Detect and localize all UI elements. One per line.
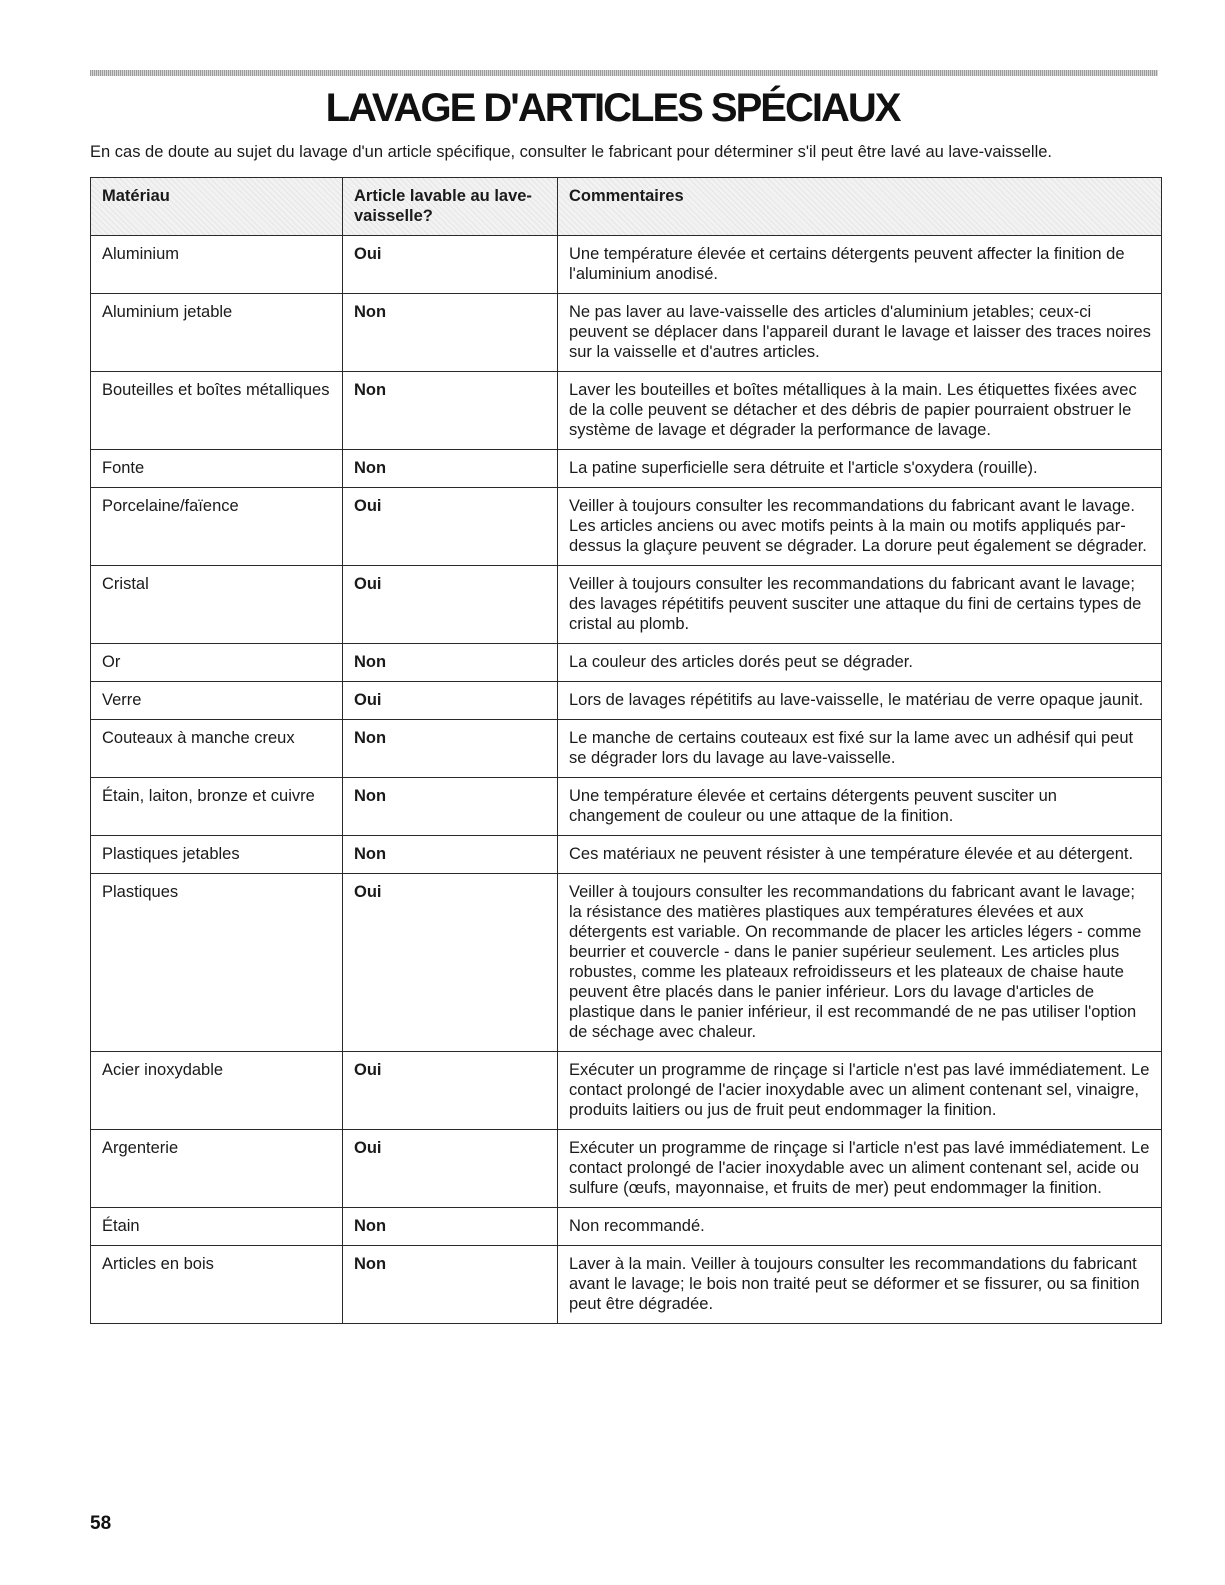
table-row [91, 450, 1162, 488]
material-cell: Cristal [91, 566, 343, 644]
header-comments: Commentaires [558, 178, 1162, 236]
material-cell: Plastiques jetables [91, 836, 343, 874]
washable-cell: Non [343, 372, 558, 450]
washable-cell: Oui [343, 1130, 558, 1208]
table-row [91, 644, 1162, 682]
header-washable: Article lavable au lave-vaisselle? [343, 178, 558, 236]
comments-cell: Exécuter un programme de rinçage si l'article n'est pas lavé immédiatement. Le contact prolongé de l'acier inoxydable avec un aliment contenant sel, vinaigre, produits laitiers ou jus de fruit peut endommager la finition. [558, 1052, 1162, 1130]
material-cell: Étain [91, 1208, 343, 1246]
material-cell: Couteaux à manche creux [91, 720, 343, 778]
page-title: LAVAGE D'ARTICLES SPÉCIAUX [325, 86, 900, 130]
table-row [91, 836, 1162, 874]
comments-cell: Ces matériaux ne peuvent résister à une température élevée et au détergent. [558, 836, 1162, 874]
table-header [91, 178, 1162, 236]
material-cell: Fonte [91, 450, 343, 488]
table-row [91, 1130, 1162, 1208]
washable-cell: Non [343, 778, 558, 836]
washable-cell: Non [343, 450, 558, 488]
table-row [91, 488, 1162, 566]
material-cell: Étain, laiton, bronze et cuivre [91, 778, 343, 836]
table-row [91, 1052, 1162, 1130]
comments-cell: Veiller à toujours consulter les recommandations du fabricant avant le lavage; la résistance des matières plastiques aux températures élevées et aux détergents est variable. On recommande de placer les articles légers - comme beurrier et couvercle - dans le panier supérieur seulement. Les articles plus robustes, comme les plateaux refroidisseurs et les plateaux de chaise haute peuvent être placés dans le panier inférieur. Lors du lavage d'articles de plastique dans le panier inférieur, il est recommandé de ne pas utiliser l'option de séchage avec chaleur. [558, 874, 1162, 1052]
comments-cell: Laver les bouteilles et boîtes métalliques à la main. Les étiquettes fixées avec de la colle peuvent se détacher et des débris de papier pourraient obstruer le système de lavage et dégrader la performance de lavage. [558, 372, 1162, 450]
comments-cell: La patine superficielle sera détruite et l'article s'oxydera (rouille). [558, 450, 1162, 488]
comments-cell: Le manche de certains couteaux est fixé sur la lame avec un adhésif qui peut se dégrader lors du lavage au lave-vaisselle. [558, 720, 1162, 778]
comments-cell: La couleur des articles dorés peut se dégrader. [558, 644, 1162, 682]
material-cell: Verre [91, 682, 343, 720]
comments-cell: Exécuter un programme de rinçage si l'article n'est pas lavé immédiatement. Le contact prolongé de l'acier inoxydable avec un aliment contenant sel, acide ou sulfure (œufs, mayonnaise, et fruits de mer) peut endommager la finition. [558, 1130, 1162, 1208]
header-row [91, 178, 1162, 236]
washable-cell: Oui [343, 488, 558, 566]
comments-cell: Une température élevée et certains détergents peuvent susciter un changement de couleur ou une attaque de la finition. [558, 778, 1162, 836]
washable-cell: Oui [343, 236, 558, 294]
washable-cell: Non [343, 1208, 558, 1246]
washable-cell: Non [343, 644, 558, 682]
material-cell: Bouteilles et boîtes métalliques [91, 372, 343, 450]
material-cell: Argenterie [91, 1130, 343, 1208]
comments-cell: Veiller à toujours consulter les recommandations du fabricant avant le lavage. Les articles anciens ou avec motifs peints à la main ou motifs appliqués par-dessus la glaçure peuvent se dégrader. La dorure peut également se dégrader. [558, 488, 1162, 566]
comments-cell: Non recommandé. [558, 1208, 1162, 1246]
washable-cell: Oui [343, 1052, 558, 1130]
header-material: Matériau [91, 178, 343, 236]
washable-cell: Non [343, 720, 558, 778]
table-row [91, 1208, 1162, 1246]
top-rule [90, 70, 1158, 76]
table-row [91, 372, 1162, 450]
material-cell: Plastiques [91, 874, 343, 1052]
table-body [91, 236, 1162, 1324]
washable-cell: Non [343, 294, 558, 372]
table-row [91, 566, 1162, 644]
washable-cell: Oui [343, 682, 558, 720]
material-cell: Porcelaine/faïence [91, 488, 343, 566]
material-cell: Aluminium jetable [91, 294, 343, 372]
comments-cell: Une température élevée et certains détergents peuvent affecter la finition de l'aluminium anodisé. [558, 236, 1162, 294]
table-row [91, 682, 1162, 720]
table-row [91, 236, 1162, 294]
table-row [91, 1246, 1162, 1324]
material-cell: Articles en bois [91, 1246, 343, 1324]
table-row [91, 720, 1162, 778]
table-row [91, 294, 1162, 372]
comments-cell: Ne pas laver au lave-vaisselle des articles d'aluminium jetables; ceux-ci peuvent se déplacer dans l'appareil durant le lavage et laisser des traces noires sur la vaisselle et d'autres articles. [558, 294, 1162, 372]
material-cell: Aluminium [91, 236, 343, 294]
comments-cell: Laver à la main. Veiller à toujours consulter les recommandations du fabricant avant le lavage; le bois non traité peut se déformer et se fissurer, ou sa finition peut être dégradée. [558, 1246, 1162, 1324]
materials-table [90, 177, 1162, 1324]
table-row [91, 874, 1162, 1052]
table-row [91, 778, 1162, 836]
page-number: 58 [90, 1513, 112, 1534]
material-cell: Acier inoxydable [91, 1052, 343, 1130]
comments-cell: Lors de lavages répétitifs au lave-vaisselle, le matériau de verre opaque jaunit. [558, 682, 1162, 720]
comments-cell: Veiller à toujours consulter les recommandations du fabricant avant le lavage; des lavages répétitifs peuvent susciter une attaque du fini de certains types de cristal au plomb. [558, 566, 1162, 644]
intro-text: En cas de doute au sujet du lavage d'un article spécifique, consulter le fabricant pour déterminer s'il peut être lavé au lave-vaisselle. [90, 143, 1053, 161]
washable-cell: Non [343, 836, 558, 874]
washable-cell: Oui [343, 874, 558, 1052]
washable-cell: Non [343, 1246, 558, 1324]
washable-cell: Oui [343, 566, 558, 644]
material-cell: Or [91, 644, 343, 682]
